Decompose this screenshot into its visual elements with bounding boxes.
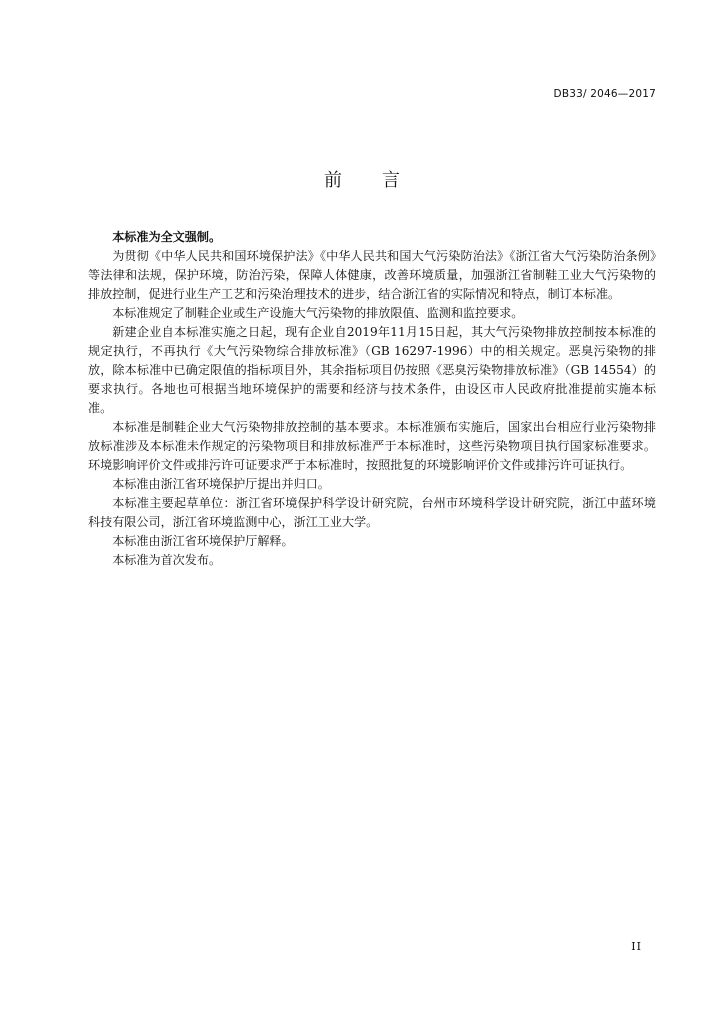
paragraph-implementation: 新建企业自本标准实施之日起，现有企业自2019年11月15日起，其大气污染物排放控制按本标准的规定执行，不再执行《大气污染物综合排放标准》（GB 16297-1996）中的相关规定。恶臭污染物的排放，除本标准中已确定限值的指标项目外，其余指标项目仍按照《恶臭污染物排放标准》（GB 14554）的要求执行。各地也可根据当地环境保护的需要和经济与技术条件，由设区市人民政府批准提前实施本标准。 (88, 325, 656, 415)
paragraph-scope: 本标准规定了制鞋企业或生产设施大气污染物的排放限值、监测和监控要求。 (112, 306, 524, 320)
foreword-body (88, 228, 656, 570)
paragraph-interpretation: 本标准由浙江省环境保护厅解释。 (112, 534, 294, 548)
paragraph-mandatory: 本标准为全文强制。 (112, 230, 222, 244)
document-code: DB33/ 2046—2017 (553, 88, 656, 100)
page-title: 前言 (324, 170, 440, 191)
page-number: II (631, 940, 642, 953)
paragraph-drafters: 本标准主要起草单位：浙江省环境保护科学设计研究院，台州市环境科学设计研究院，浙江中蓝环境科技有限公司，浙江省环境监测中心，浙江工业大学。 (88, 496, 656, 529)
paragraph-basic-requirements: 本标准是制鞋企业大气污染物排放控制的基本要求。本标准颁布实施后，国家出台相应行业污染物排放标准涉及本标准未作规定的污染物项目和排放标准严于本标准时，这些污染物项目执行国家标准要求。环境影响评价文件或排污许可证要求严于本标准时，按照批复的环境影响评价文件或排污许可证执行。 (88, 420, 656, 472)
paragraph-proposer: 本标准由浙江省环境保护厅提出并归口。 (112, 477, 330, 491)
paragraph-purpose: 为贯彻《中华人民共和国环境保护法》《中华人民共和国大气污染防治法》《浙江省大气污染防治条例》等法律和法规，保护环境，防治污染，保障人体健康，改善环境质量，加强浙江省制鞋工业大气污染物的排放控制，促进行业生产工艺和污染治理技术的进步，结合浙江省的实际情况和特点，制订本标准。 (88, 249, 656, 301)
paragraph-first-release: 本标准为首次发布。 (112, 553, 222, 567)
